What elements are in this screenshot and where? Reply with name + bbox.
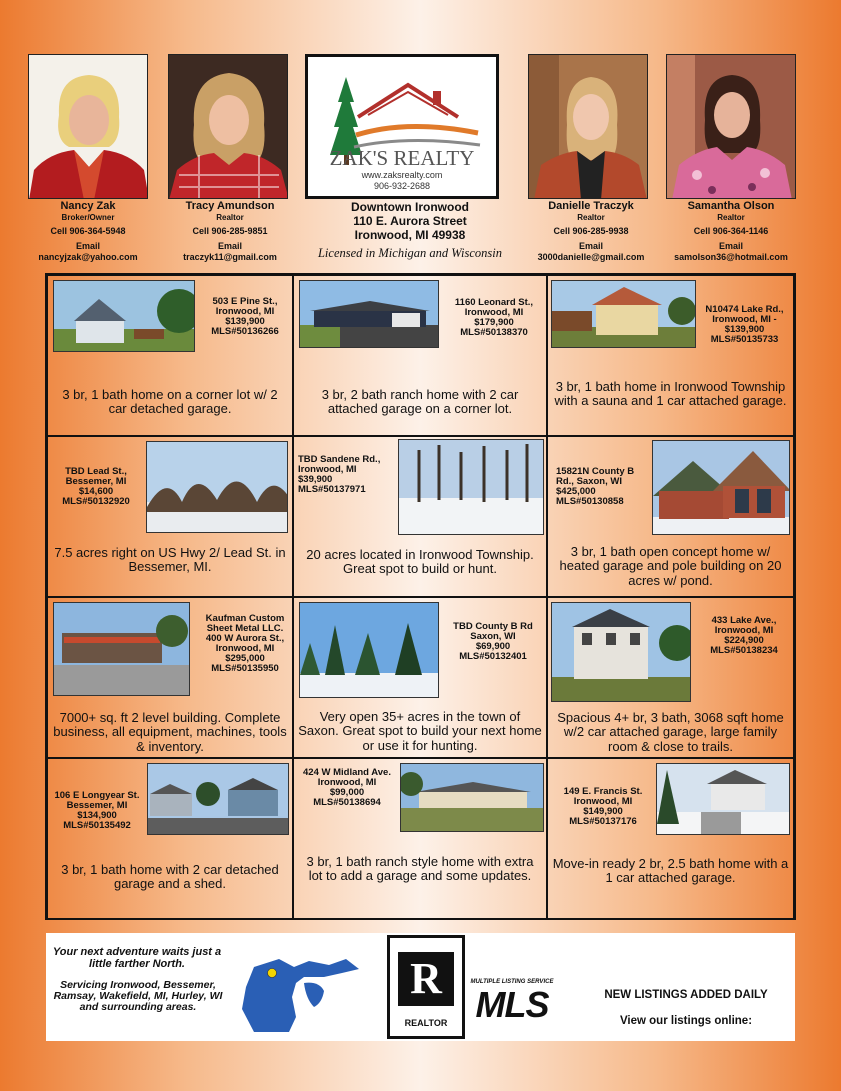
agent-email-label: Email	[217, 241, 242, 252]
svg-text:www.zaksrealty.com: www.zaksrealty.com	[361, 170, 443, 180]
agent-photo-tracy-amundson	[168, 54, 288, 199]
michigan-wisconsin-map-icon	[234, 947, 364, 1037]
agent-info-danielle-traczyk	[516, 200, 666, 262]
listing-photo	[146, 441, 288, 533]
agent-email[interactable]: 3000danielle@gmail.com	[537, 251, 645, 262]
listing-photo	[147, 763, 289, 835]
svg-text:906-932-2688: 906-932-2688	[373, 181, 431, 191]
agent-cell: Cell 906-285-9938	[553, 225, 629, 236]
listing-photo	[656, 763, 790, 835]
realtor-label: REALTOR	[404, 1018, 448, 1028]
listing-address: 15821N County B Rd., Saxon, WI $425,000 MLS#50130858	[556, 466, 635, 507]
svg-text:ZAK'S REALTY: ZAK'S REALTY	[329, 146, 475, 170]
listing-card[interactable]	[293, 597, 547, 758]
office-address	[300, 201, 520, 261]
listing-card[interactable]	[293, 275, 547, 436]
listing-card[interactable]	[47, 436, 293, 597]
listing-photo	[53, 602, 190, 696]
listing-description: Move-in ready 2 br, 2.5 bath home with a 1 car attached garage.	[552, 856, 789, 886]
listing-photo	[299, 280, 439, 348]
listing-card[interactable]	[547, 597, 794, 758]
listing-photo	[551, 602, 691, 702]
agent-role: Realtor	[216, 212, 244, 222]
mls-caption: MULTIPLE LISTING SERVICE	[470, 979, 554, 985]
agent-email-label: Email	[75, 241, 100, 252]
listing-address: 503 E Pine St., Ironwood, MI $139,900 MLS#50136266	[211, 296, 279, 337]
zaks-realty-logo	[305, 54, 499, 199]
listing-description: 3 br, 1 bath ranch style home with extra lot to add a garage and some updates.	[306, 854, 534, 884]
listing-description: 20 acres located in Ironwood Township. Great spot to build or hunt.	[306, 547, 534, 577]
new-listings-daily: NEW LISTINGS ADDED DAILY	[604, 989, 768, 1001]
listing-card[interactable]	[547, 275, 794, 436]
listing-photo	[551, 280, 696, 348]
agent-name: Tracy Amundson	[185, 200, 275, 212]
listing-card[interactable]	[47, 275, 293, 436]
listing-description: 3 br, 2 bath ranch home with 2 car attached garage on a corner lot.	[321, 387, 519, 417]
agent-cell: Cell 906-364-5948	[50, 225, 126, 236]
listing-photo	[652, 440, 790, 535]
listing-address: 433 Lake Ave., Ironwood, MI $224,900 MLS#50138234	[710, 615, 778, 656]
listing-address: 424 W Midland Ave. Ironwood, MI $99,000 MLS#50138694	[303, 767, 391, 808]
agent-info-samantha-olson	[656, 200, 806, 262]
mls-text: MLS	[475, 984, 549, 1025]
office-line-3: Ironwood, MI 49938	[354, 227, 466, 242]
agent-info-tracy-amundson	[155, 200, 305, 262]
listing-description: 3 br, 1 bath open concept home w/ heated garage and pole building on 20 acres w/ pond.	[559, 544, 782, 588]
listing-card[interactable]	[47, 758, 293, 920]
realtor-logo	[387, 935, 465, 1039]
listing-card[interactable]	[547, 758, 794, 920]
licensed-statement: Licensed in Michigan and Wisconsin	[317, 246, 502, 261]
agent-cell: Cell 906-285-9851	[192, 225, 268, 236]
listing-card[interactable]	[293, 436, 547, 597]
agent-role: Realtor	[717, 212, 745, 222]
agent-email[interactable]: samolson36@hotmail.com	[674, 251, 788, 262]
agent-role: Broker/Owner	[61, 212, 115, 222]
listing-description: Spacious 4+ br, 3 bath, 3068 sqft home w/2 car attached garage, large family room & close to trails.	[557, 710, 784, 754]
listing-description: 3 br, 1 bath home with 2 car detached garage and a shed.	[61, 862, 279, 892]
listing-description: 3 br, 1 bath home on a corner lot w/ 2 car detached garage.	[62, 387, 278, 417]
listing-address: 106 E Longyear St. Bessemer, MI $134,900 MLS#50135492	[54, 790, 140, 831]
listing-photo	[398, 439, 544, 535]
service-area: Servicing Ironwood, Bessemer, Ramsay, Wakefield, MI, Hurley, WI and surrounding areas.	[53, 979, 223, 1014]
listing-address: Kaufman Custom Sheet Metal LLC. 400 W Aurora St., Ironwood, MI $295,000 MLS#50135950	[205, 613, 285, 674]
listing-photo	[299, 602, 439, 698]
listing-address: TBD County B Rd Saxon, WI $69,900 MLS#50132401	[453, 621, 533, 662]
agent-photo-nancy-zak	[28, 54, 148, 199]
agent-role: Realtor	[577, 212, 605, 222]
listing-address: N10474 Lake Rd., Ironwood, MI - $139,900 MLS#50135733	[705, 304, 784, 345]
agent-email-label: Email	[718, 241, 743, 252]
listing-address: 149 E. Francis St. Ironwood, MI $149,900 MLS#50137176	[563, 786, 643, 827]
agent-name: Nancy Zak	[60, 200, 116, 212]
listing-photo	[53, 280, 195, 352]
agent-email[interactable]: nancyjzak@yahoo.com	[38, 251, 138, 262]
listing-description: 7.5 acres right on US Hwy 2/ Lead St. in Bessemer, MI.	[54, 545, 286, 575]
listing-address: TBD Lead St., Bessemer, MI $14,600 MLS#50132920	[62, 466, 130, 507]
mls-logo	[467, 979, 557, 1037]
listings-grid	[45, 273, 796, 920]
agent-photo-samantha-olson	[666, 54, 796, 199]
listing-card[interactable]	[547, 436, 794, 597]
agent-name: Danielle Traczyk	[548, 200, 634, 212]
tagline: Your next adventure waits just a little farther North.	[52, 946, 222, 970]
realtor-r-icon: R	[398, 952, 454, 1006]
pine-tree-icon	[330, 77, 362, 155]
listing-card[interactable]	[293, 758, 547, 920]
agent-info-nancy-zak	[13, 200, 163, 262]
listing-description: Very open 35+ acres in the town of Saxon. Great spot to build your next home or use it for hunting.	[298, 709, 542, 753]
listing-description: 3 br, 1 bath home in Ironwood Township with a sauna and 1 car attached garage.	[554, 379, 787, 409]
agent-name: Samantha Olson	[687, 200, 775, 212]
agent-email[interactable]: traczyk11@gmail.com	[183, 251, 277, 262]
footer-banner	[46, 933, 795, 1041]
office-line-2: 110 E. Aurora Street	[353, 213, 467, 228]
agent-cell: Cell 906-364-1146	[693, 225, 769, 236]
listing-photo	[400, 763, 544, 832]
listing-card[interactable]	[47, 597, 293, 758]
listing-description: 7000+ sq. ft 2 level building. Complete business, all equipment, machines, tools & inventory.	[53, 710, 287, 754]
view-listings-online[interactable]: View our listings online:	[619, 1015, 753, 1027]
listing-address: TBD Sandene Rd., Ironwood, MI $39,900 MLS#50137971	[298, 454, 381, 495]
agent-photo-danielle-traczyk	[528, 54, 648, 199]
office-line-1: Downtown Ironwood	[351, 200, 469, 214]
agent-email-label: Email	[578, 241, 603, 252]
listing-address: 1160 Leonard St., Ironwood, MI $179,900 MLS#50138370	[454, 297, 534, 338]
